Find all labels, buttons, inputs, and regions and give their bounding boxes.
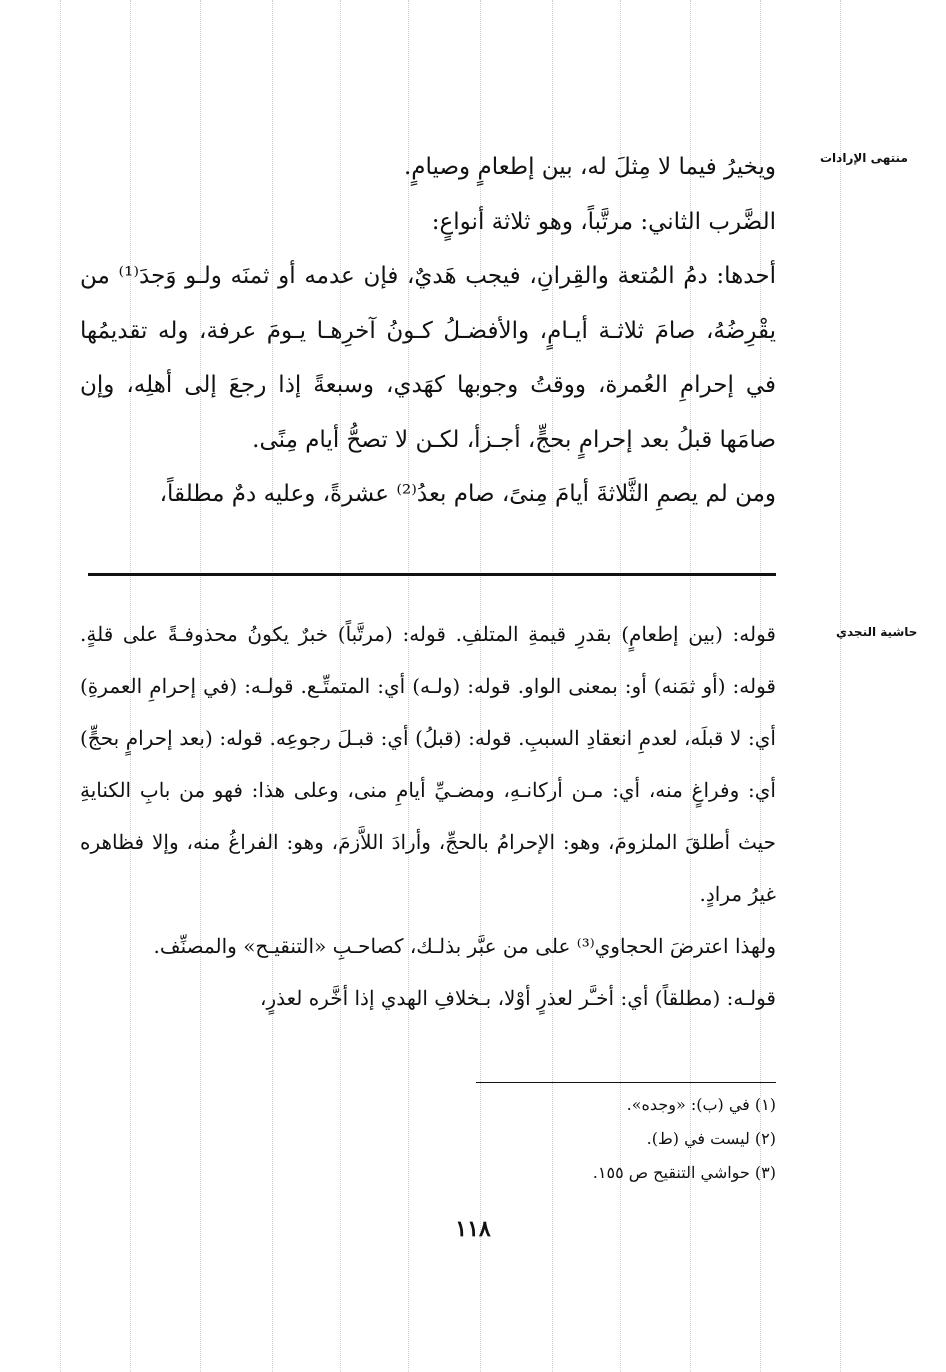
main-text-side-label: منتهى الإرادات [820,151,908,165]
section-divider [88,573,776,576]
hashiya-paragraph-1: قوله: (بين إطعامٍ) بقدرِ قيمةِ المتلفِ. قوله: (مرتَّباً) خبرٌ يكونُ محذوفـةً على قلةٍ. قوله: (أو ثمَنه) أو: بمعنى الواو. قوله: (ولـه) أي: المتمتِّـع. قولـه: (في إحرامِ العمرةِ) أي: لا قبلَه، لعدمِ انعقادِ السببِ. قوله: (قبلُ) أي: قبـلَ رجوعِه. قوله: (بعد إحرامٍ بحجٍّ) أي: وفراغٍ منه، أي: مـن أركانـهِ، ومضـيِّ أيامِ منى، وعلى هذا: فهو من بابِ الكنايةِ حيث أطلقَ الملزومَ، وهو: الإحرامُ بالحجِّ، وأرادَ اللاَّزمَ، وهو: الفراغُ منه، وإلا فظاهره غيرُ مرادٍ. [80,622,776,906]
footnote-3: (٣) حواشي التنقيح ص ١٥٥. [592,1163,776,1182]
main-paragraph-1: ويخيرُ فيما لا مِثلَ له، بين إطعامٍ وصيامٍ. [404,154,776,180]
hashiya-paragraph-2: ولهذا اعترضَ الحجاوي⁽³⁾ على من عبَّر بذلـك، كصاحـبِ «التنقيـح» والمصنِّف. [153,934,776,958]
footnote-2: (٢) ليست في (ط). [646,1129,776,1148]
main-text [80,140,776,522]
footnote-1: (١) في (ب): «وجده». [626,1095,776,1114]
page-number: ١١٨ [455,1216,491,1242]
footnotes [300,1088,776,1190]
main-paragraph-2: الضَّرب الثاني: مرتَّباً، وهو ثلاثة أنواعٍ: [431,208,776,235]
hashiya-paragraph-3: قولـه: (مطلقاً) أي: أخـَّر لعذرٍ أوْلا، بـخلافِ الهدي إذا أخَّره لعذرٍ، [259,986,776,1010]
main-paragraph-4: ومن لم يصمِ الثَّلاثةَ أيامَ مِنىً، صام بعدُ⁽²⁾ عشرةً، وعليه دمٌ مطلقاً، [159,481,776,507]
hashiya-side-label: حاشية النجدي [836,625,918,639]
footnote-divider [476,1082,776,1083]
main-paragraph-3: أحدها: دمُ المُتعة والقِرانِ، فيجب هَديٌ، فإن عدمه أو ثمنَه ولـو وَجدَ⁽¹⁾ من يقْرِضُهُ، صامَ ثلاثـة أيـامٍ، والأفضـلُ كـونُ آخرِهـا يـومَ عرفة، وله تقديمُها في إحرامِ العُمرة، ووقتُ وجوبها كهَدي، وسبعةً إذا رجعَ إلى أهلِه، وإن صامَها قبلُ بعد إحرامٍ بحجٍّ، أجـزأ، لكـن لا تصحُّ أيام مِنًى. [80,263,776,453]
scan-texture-line [60,0,61,1372]
hashiya-text [80,608,776,1024]
scan-texture-line [840,0,841,1372]
